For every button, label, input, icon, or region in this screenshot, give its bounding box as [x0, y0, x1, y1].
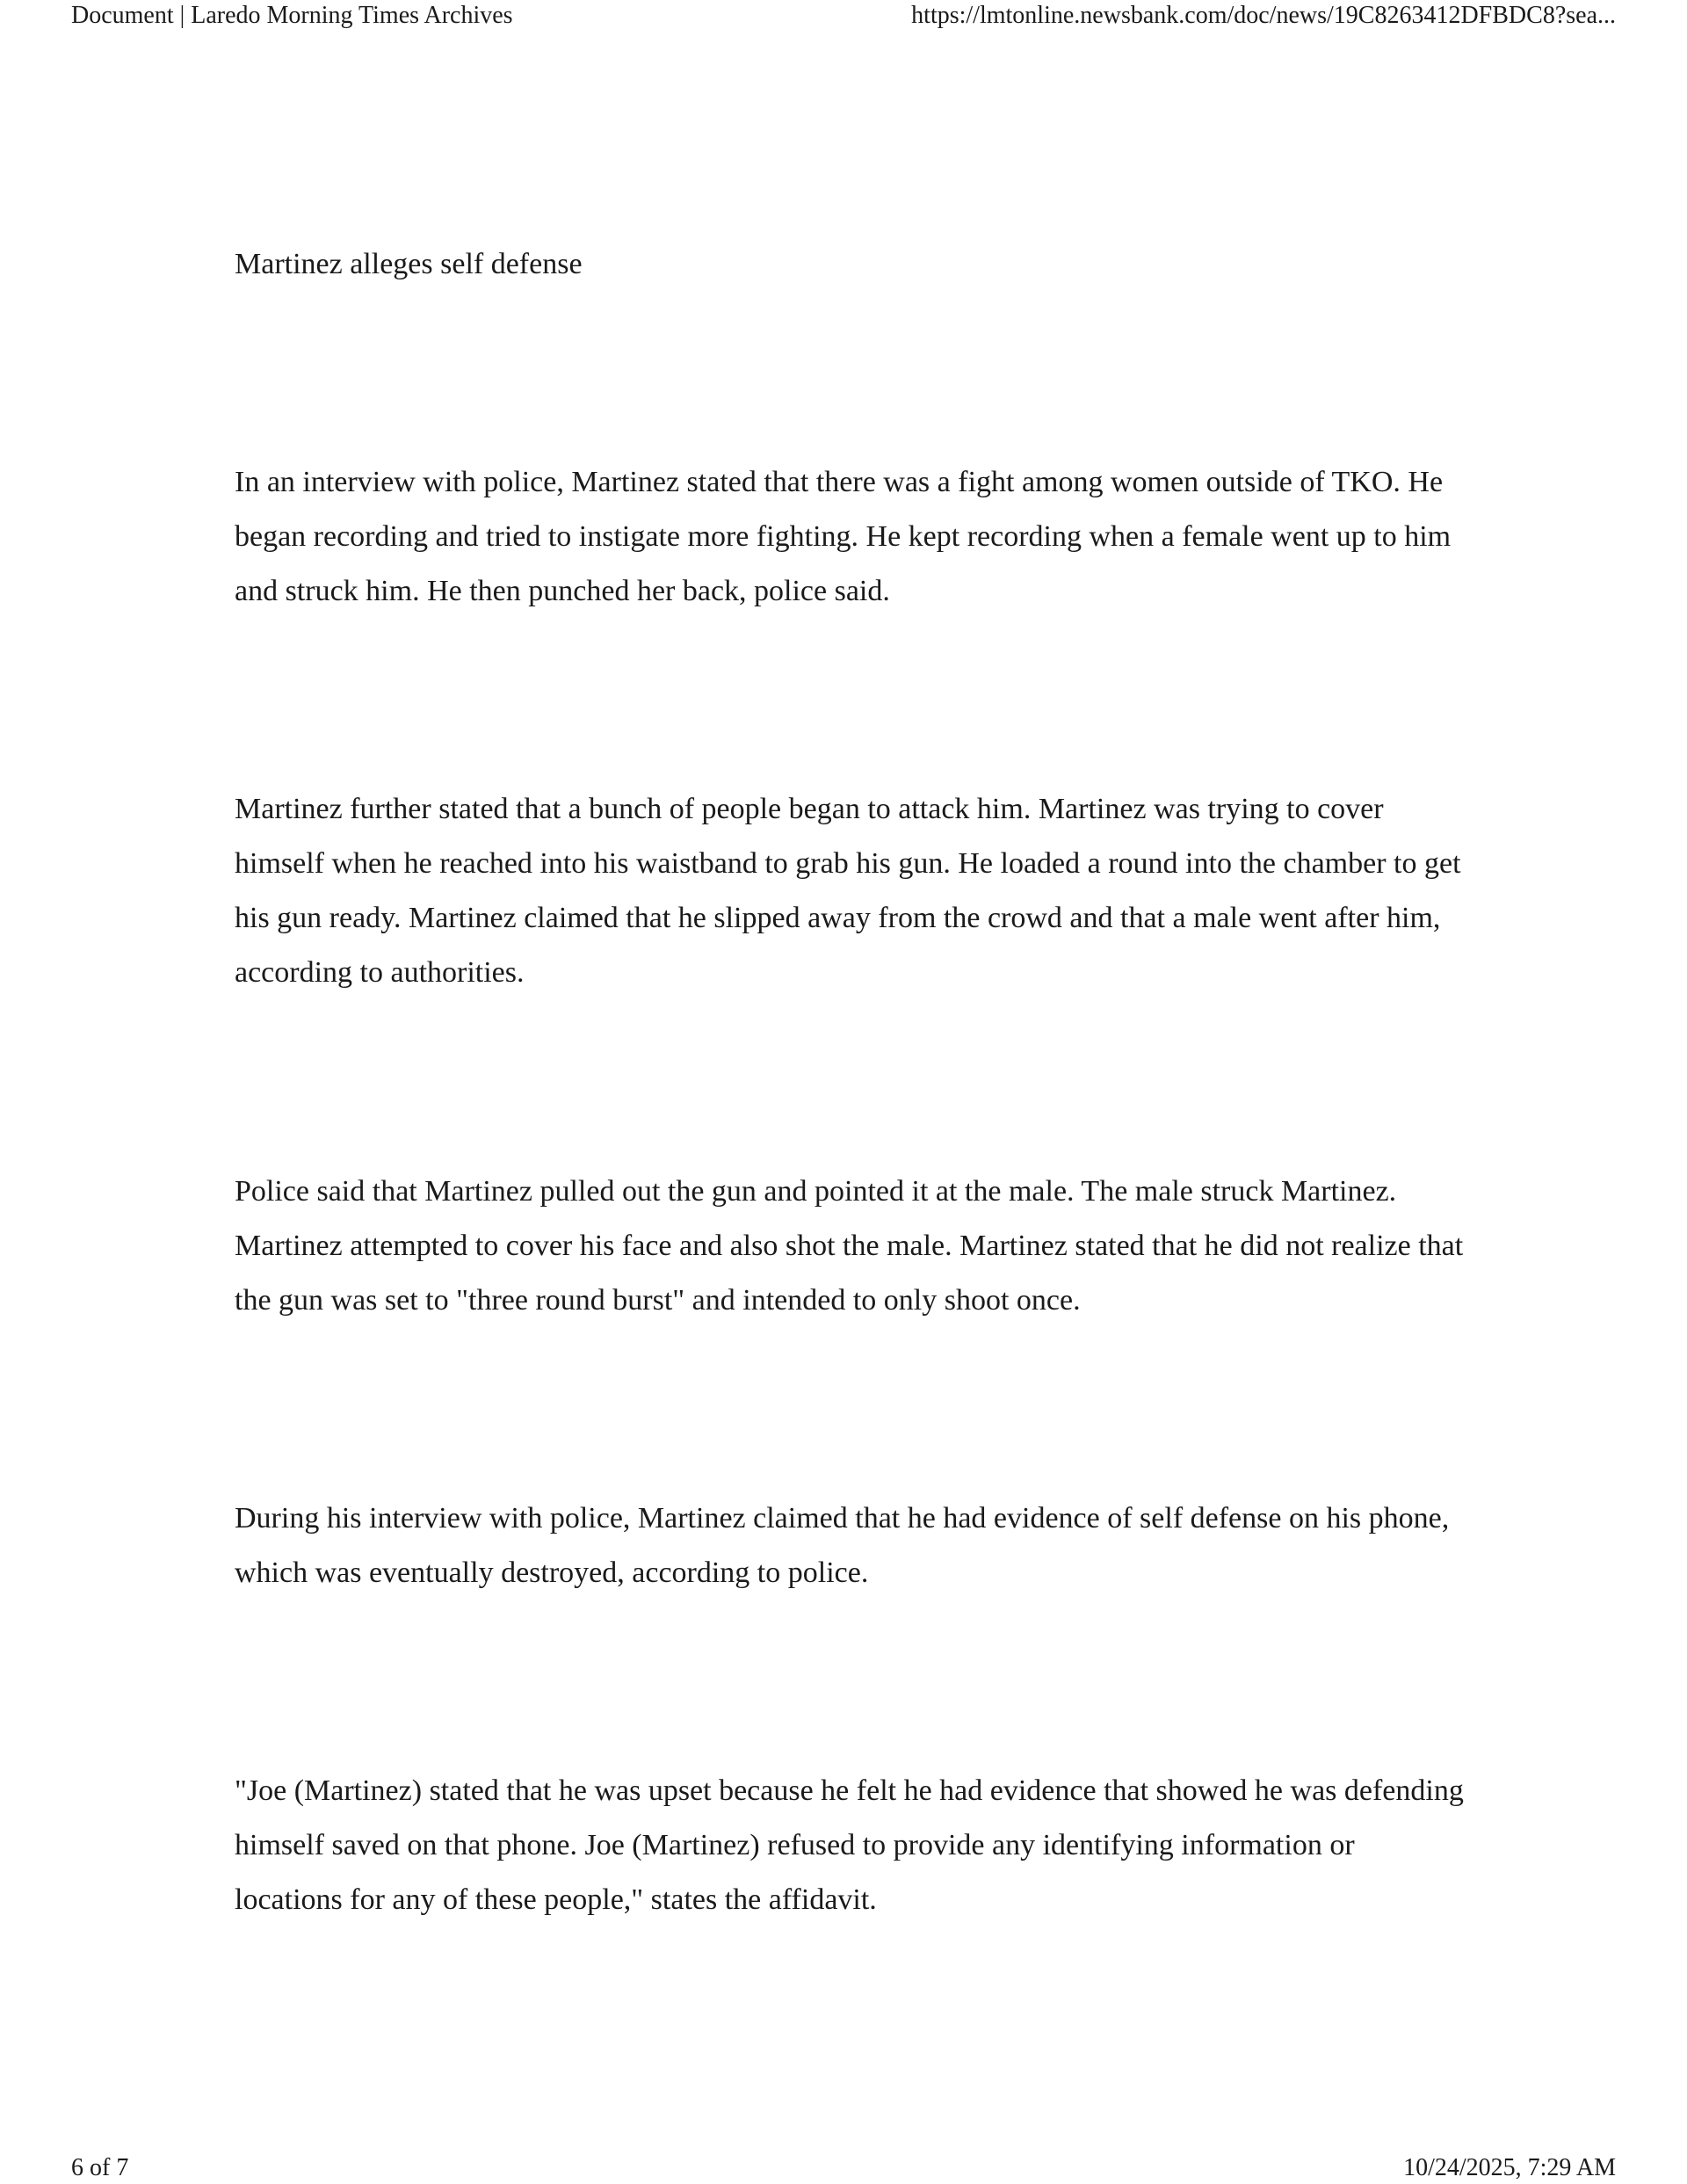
document-title: Document | Laredo Morning Times Archives: [71, 2, 513, 29]
page-indicator: 6 of 7: [71, 2154, 129, 2181]
document-url: https://lmtonline.newsbank.com/doc/news/19C8263412DFBDC8?sea...: [911, 2, 1616, 29]
article-paragraph: Martinez further stated that a bunch of people began to attack him. Martinez was trying to cover himself when he reached into his waistband to grab his gun. He loaded a round into the chamber to get his gun ready. Martinez claimed that he slipped away from the crowd and that a male went after him, according to authorities.: [235, 793, 1461, 989]
article-paragraph: Police said that Martinez pulled out the gun and pointed it at the male. The male struck Martinez. Martinez attempted to cover his face and also shot the male. Martinez stated that he did not realize that the gun was set to "three round burst" and intended to only shoot once.: [235, 1175, 1464, 1317]
article-paragraph: "Joe (Martinez) stated that he was upset because he felt he had evidence that showed he was defending himself saved on that phone. Joe (Martinez) refused to provide any identifying information or locations for any of these people," states the affidavit.: [235, 1774, 1464, 1916]
article-subheading: Martinez alleges self defense: [235, 248, 583, 280]
print-timestamp: 10/24/2025, 7:29 AM: [1403, 2154, 1616, 2181]
article-paragraph: In an interview with police, Martinez stated that there was a fight among women outside of TKO. He began recording and tried to instigate more fighting. He kept recording when a female went up to him and struck him. He then punched her back, police said.: [235, 466, 1452, 607]
article-paragraph: During his interview with police, Martinez claimed that he had evidence of self defense on his phone, which was eventually destroyed, according to police.: [235, 1502, 1450, 1589]
